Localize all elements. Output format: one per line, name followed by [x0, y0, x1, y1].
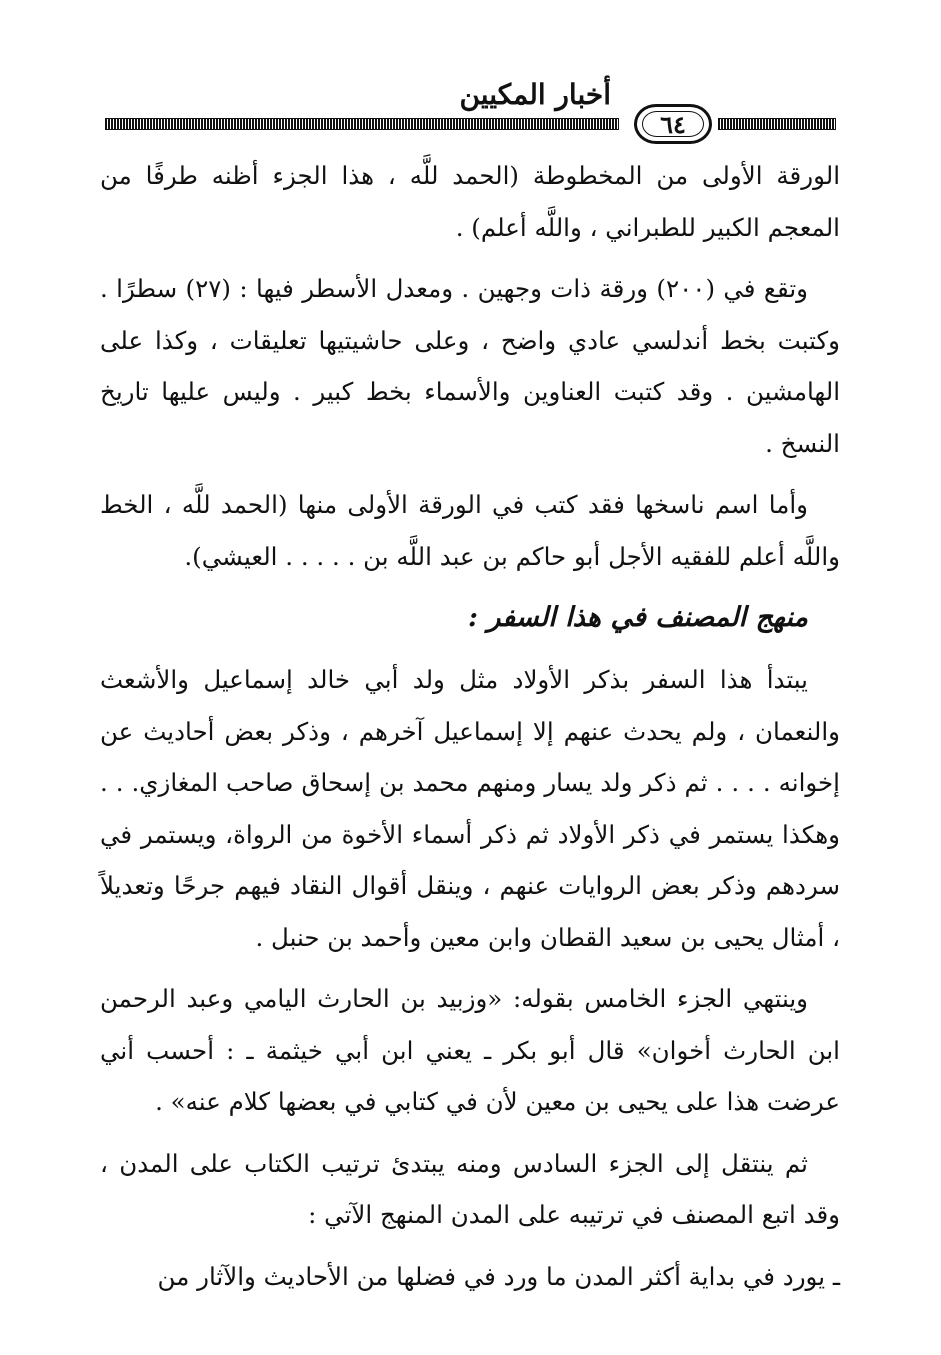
- paragraph-2: وتقع في (٢٠٠) ورقة ذات وجهين . ومعدل الأسطر فيها : (٢٧) سطرًا . وكتبت بخط أندلسي عادي واضح ، وعلى حاشيتيها تعليقات ، وكذا على الهامشين . وقد كتبت العناوين والأسماء بخط كبير . وليس عليها تاريخ النسخ .: [100, 274, 840, 458]
- paragraph-1: الورقة الأولى من المخطوطة (الحمد للَّه ، هذا الجزء أظنه طرفًا من المعجم الكبير للطبراني ، واللَّه أعلم) .: [100, 161, 840, 242]
- page-body: [100, 150, 840, 1312]
- header-rule-right: [718, 118, 836, 130]
- paragraph-4: يبتدأ هذا السفر بذكر الأولاد مثل ولد أبي خالد إسماعيل والأشعث والنعمان ، ولم يحدث عنهم إلا إسماعيل آخرهم ، وذكر بعض أحاديث عن إخوانه . . . . ثم ذكر ولد يسار ومنهم محمد بن إسحاق صاحب المغازي. . . وهكذا يستمر في ذكر الأولاد ثم ذكر أسماء الأخوة من الرواة، ويستمر في سردهم وذكر بعض الروايات عنهم ، وينقل أقوال النقاد فيهم جرحًا وتعديلاً ، أمثال يحيى بن سعيد القطان وابن معين وأحمد بن حنبل .: [100, 665, 840, 952]
- running-header-title: أخبار المكيين: [459, 78, 611, 111]
- page-number-badge: ٦٤: [634, 104, 712, 144]
- section-heading: منهج المصنف في هذا السفر :: [468, 602, 808, 633]
- paragraph-6: ثم ينتقل إلى الجزء السادس ومنه يبتدئ ترتيب الكتاب على المدن ، وقد اتبع المصنف في ترتيبه على المدن المنهج الآتي :: [100, 1148, 840, 1229]
- header-rule-left: [105, 118, 619, 130]
- paragraph-3: وأما اسم ناسخها فقد كتب في الورقة الأولى منها (الحمد للَّه ، الخط واللَّه أعلم للفقيه الأجل أبو حاكم بن عبد اللَّه بن . . . . . العيشي).: [100, 490, 840, 571]
- paragraph-5: وينتهي الجزء الخامس بقوله: «وزبيد بن الحارث اليامي وعبد الرحمن ابن الحارث أخوان» قال أبو بكر ـ يعني ابن أبي خيثمة ـ : أحسب أني عرضت هذا على يحيى بن معين لأن في كتابي في بعضها كلام عنه» .: [100, 984, 840, 1116]
- paragraph-7: ـ يورد في بداية أكثر المدن ما ورد في فضلها من الأحاديث والآثار من: [157, 1261, 840, 1291]
